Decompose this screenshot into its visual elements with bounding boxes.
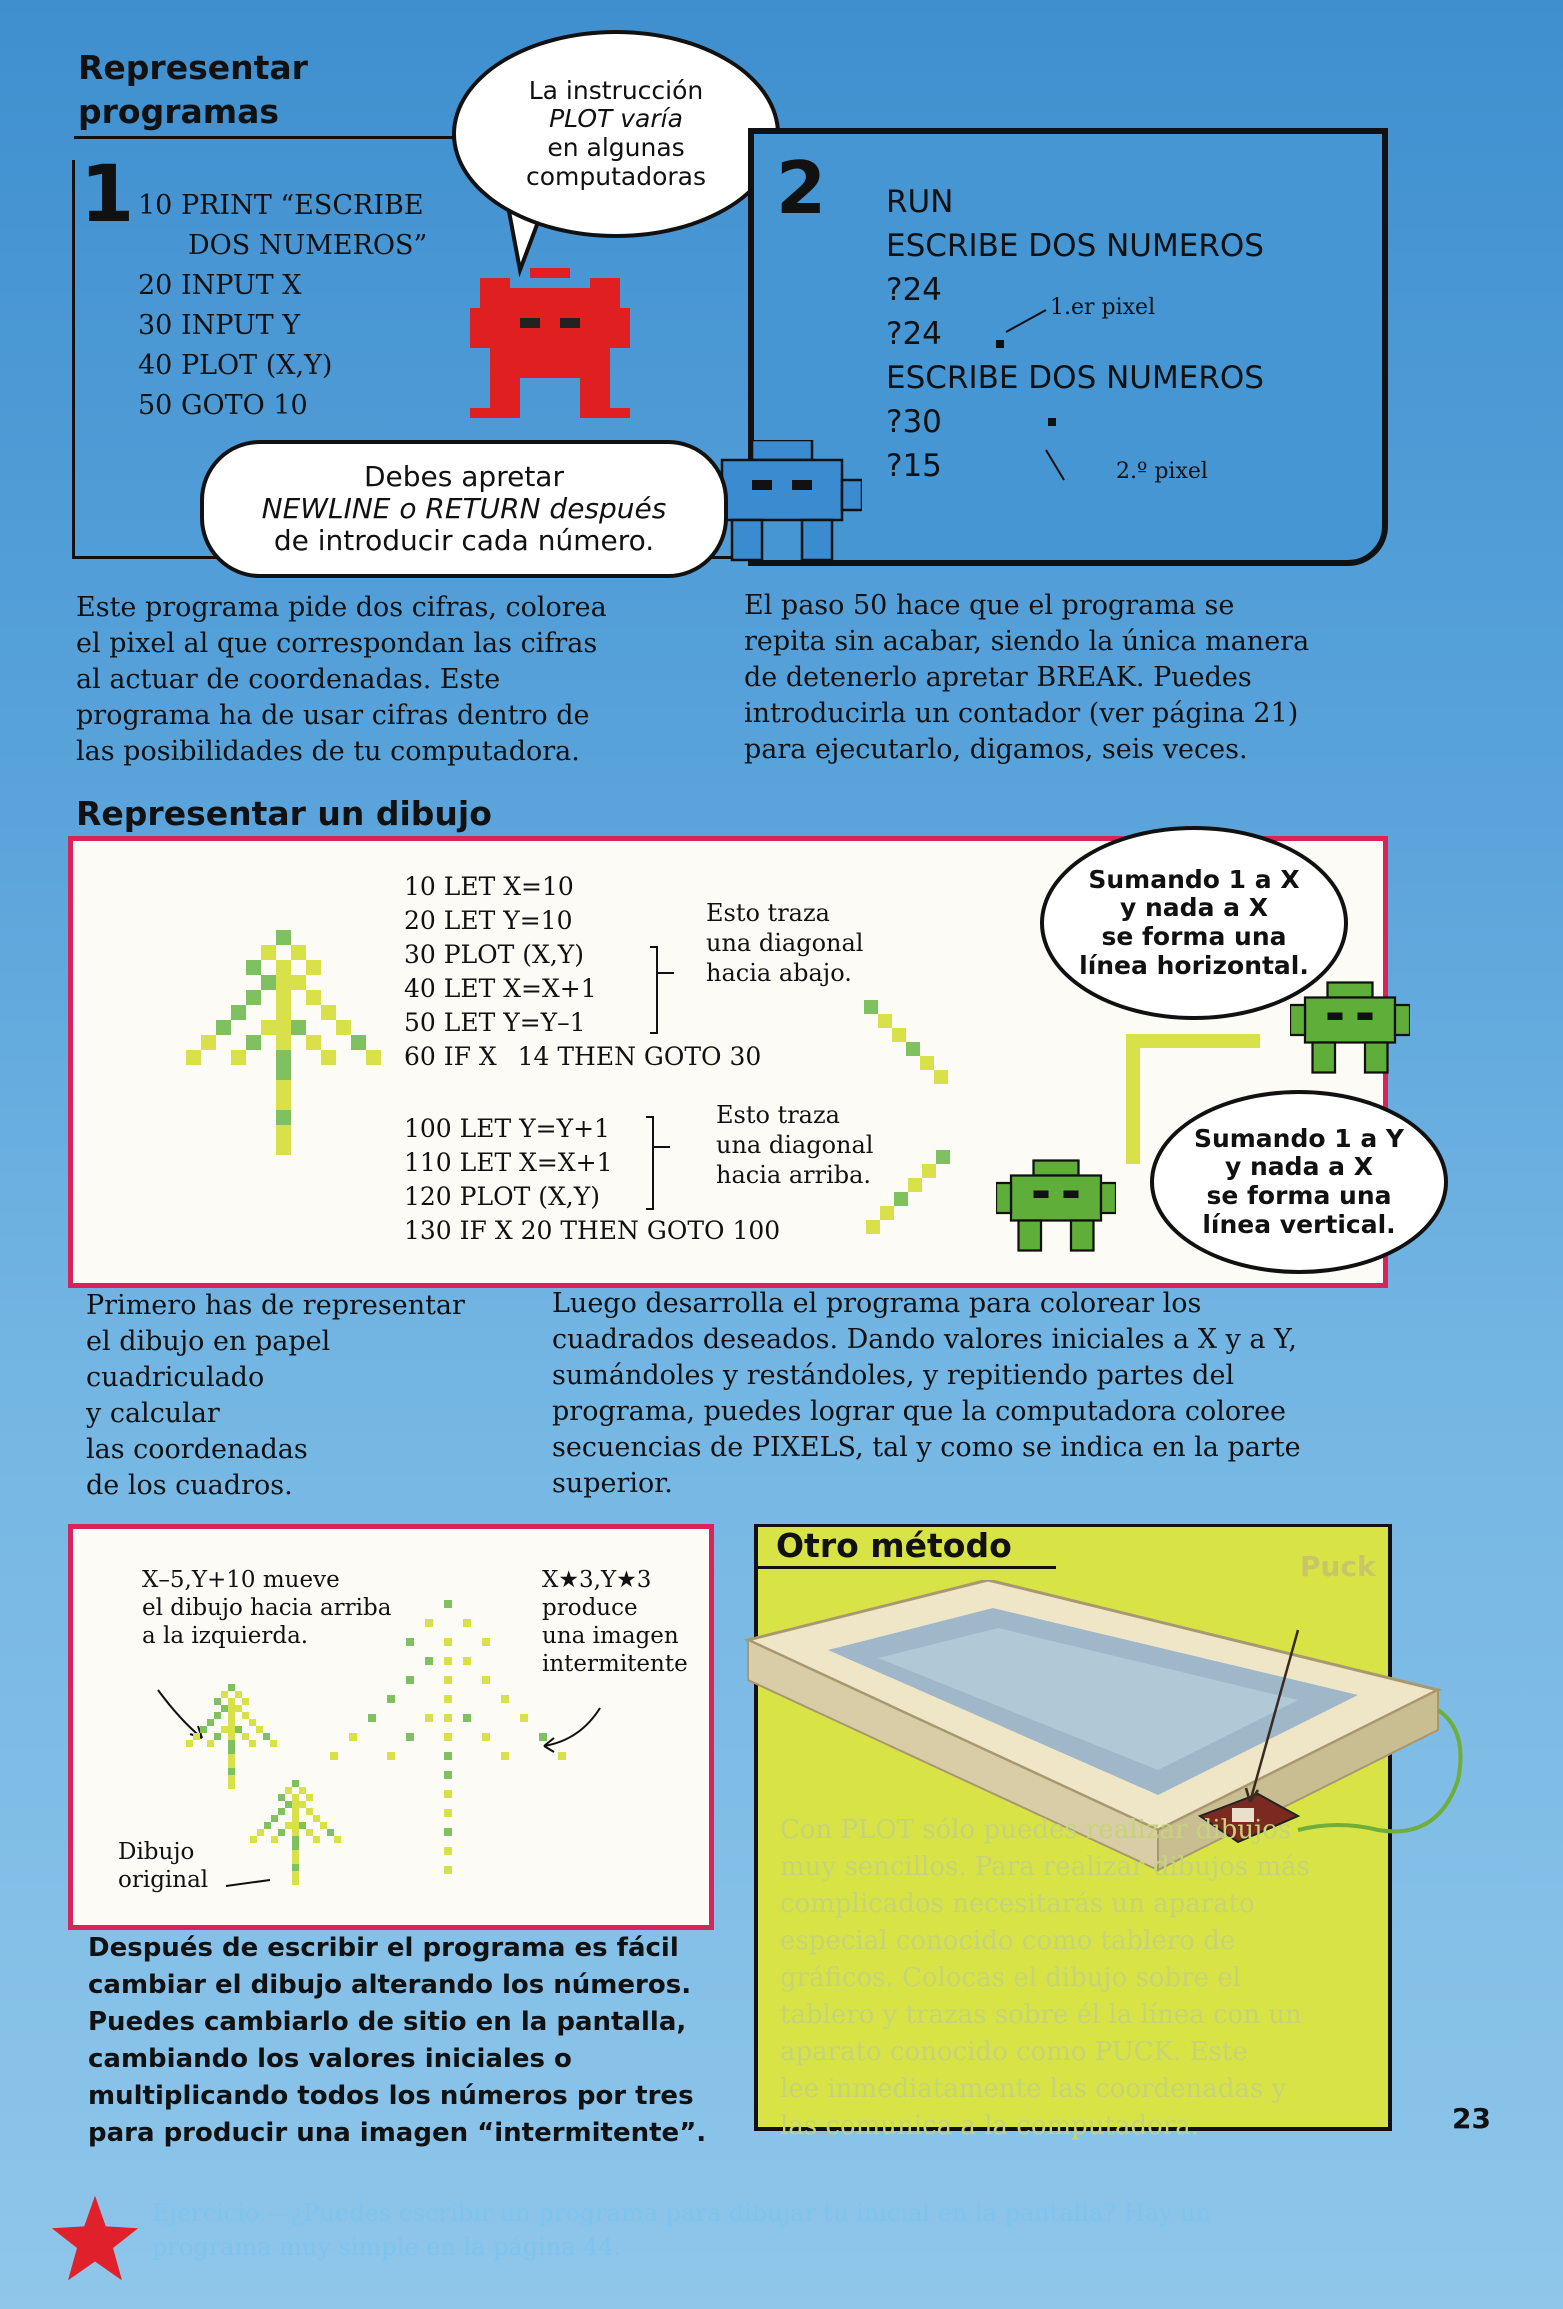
pixel [263, 1733, 270, 1740]
pixel [892, 1028, 906, 1042]
heading-line: Representar [78, 48, 308, 87]
pixel [276, 1110, 291, 1125]
tree-drawing [186, 930, 386, 1180]
code-line: 110 LET X=X+1 [404, 1148, 613, 1177]
otro-metodo-title-rule [756, 1566, 1056, 1569]
bubble-line: se forma una [1206, 1181, 1392, 1210]
bubble-line: Sumando 1 a X [1088, 864, 1300, 894]
code-line: 130 IF X 20 THEN GOTO 100 [404, 1216, 781, 1245]
label-line: el dibujo hacia arriba [142, 1595, 392, 1621]
pixel [186, 1740, 193, 1747]
pixel [444, 1828, 452, 1836]
note-line: Esto traza [706, 899, 830, 927]
box1-code [138, 186, 427, 426]
text-line: para producir una imagen “intermitente”. [88, 2118, 707, 2148]
output-line: RUN [886, 184, 954, 220]
text-line: cambiar el dibujo alterando los números. [88, 1970, 692, 2000]
bubble-line: y nada a X [1225, 1152, 1373, 1182]
pixel [321, 1005, 336, 1020]
text-line: introducirla un contador (ver página 21) [744, 698, 1299, 729]
pixel [276, 1080, 291, 1095]
speech-bubble-plot [452, 30, 780, 238]
text-line: programa muy simple en la página 44. [152, 2233, 622, 2261]
pixel [214, 1733, 221, 1740]
pixel [276, 1005, 291, 1020]
text-line: Este programa pide dos cifras, colorea [76, 592, 607, 623]
pixel [264, 1822, 271, 1829]
heading-line: programas [78, 92, 280, 131]
pixel [242, 1698, 249, 1705]
pixel [934, 1070, 948, 1084]
pixel [306, 960, 321, 975]
box2-number: 2 [776, 146, 827, 230]
section1-text-left [76, 590, 607, 770]
pixel [235, 1691, 242, 1698]
pixel [520, 1714, 528, 1722]
pixel [278, 1794, 285, 1801]
output-line: ?15 [886, 448, 942, 484]
pixel [292, 1794, 299, 1801]
pixel [306, 1829, 313, 1836]
pixel [482, 1733, 490, 1741]
pixel [387, 1695, 395, 1703]
pixel [246, 960, 261, 975]
code-line: 30 INPUT Y [138, 310, 301, 341]
section2-text-left [86, 1288, 465, 1504]
pixel [406, 1638, 414, 1646]
bubble-line: NEWLINE o RETURN después [261, 491, 667, 525]
pixel [444, 1695, 452, 1703]
bubble-line: PLOT varía [549, 104, 683, 134]
pixel [306, 1808, 313, 1815]
pixel [228, 1684, 235, 1691]
text-line: Puedes cambiarlo de sitio en la pantalla, [88, 2007, 687, 2037]
pixel [228, 1782, 235, 1789]
text-line: Ejercicio.—¿Puedes escribir un programa para dibujar tu inicial en la pantalla? Hay un [152, 2199, 1212, 2227]
text-line: Primero has de representar [86, 1290, 465, 1321]
tree-moved-drawing [186, 1684, 286, 1794]
text-line: aparato conocido como PUCK. Este [780, 2037, 1248, 2067]
text-line: de detenerlo apretar BREAK. Puedes [744, 662, 1252, 693]
pixel [231, 1005, 246, 1020]
pixel [444, 1714, 452, 1722]
pixel [193, 1733, 200, 1740]
pixel [878, 1014, 892, 1028]
label-line: a la izquierda. [142, 1623, 309, 1649]
pixel [231, 1050, 246, 1065]
pixel [186, 1050, 201, 1065]
text-line: El paso 50 hace que el programa se [744, 590, 1235, 621]
box1-number: 1 [80, 150, 135, 240]
speech-bubble-horizontal [1040, 826, 1348, 1020]
pixel [501, 1752, 509, 1760]
pixel [278, 1808, 285, 1815]
text-line: sumándoles y restándoles, y repitiendo partes del [552, 1360, 1235, 1391]
pixel [292, 1878, 299, 1885]
pixel [330, 1752, 338, 1760]
text-line: gráficos. Colocas el dibujo sobre el [780, 1963, 1241, 1993]
bracket-bottom-tick [654, 1146, 670, 1148]
text-line: complicados necesitarás un aparato [780, 1889, 1255, 1919]
green-monster-icon [1290, 980, 1410, 1090]
pixel [207, 1740, 214, 1747]
text-line: muy sencillos. Para realizar dibujos más [780, 1852, 1310, 1882]
speech-bubble-vertical [1150, 1090, 1448, 1274]
pixel [228, 1705, 235, 1712]
text-line: y calcular [86, 1398, 220, 1429]
pixel [221, 1726, 228, 1733]
pixel [216, 1020, 231, 1035]
puck-label: Puck [1300, 1550, 1376, 1583]
code-line: 120 PLOT (X,Y) [404, 1182, 600, 1211]
pixel [276, 930, 291, 945]
pixel [292, 1801, 299, 1808]
bubble-line: Debes apretar [364, 459, 564, 493]
text-line: para ejecutarlo, digamos, seis veces. [744, 734, 1248, 765]
pixel [366, 1050, 381, 1065]
pixel [292, 1857, 299, 1864]
code-line: 50 LET Y=Y–1 [404, 1008, 586, 1037]
bubble-line: se forma una [1101, 922, 1287, 951]
text-line: el pixel al que correspondan las cifras [76, 628, 598, 659]
text-line: las coordenadas [86, 1434, 308, 1465]
bubble-line: línea horizontal. [1079, 950, 1309, 980]
pixel [444, 1847, 452, 1855]
label-line: produce [542, 1595, 638, 1621]
pixel [278, 1829, 285, 1836]
pixel [292, 1808, 299, 1815]
pixel [276, 1065, 291, 1080]
pixel [444, 1752, 452, 1760]
pixel [292, 1815, 299, 1822]
pixel [261, 975, 276, 990]
note-line: una diagonal [706, 929, 864, 957]
code-line: 50 GOTO 10 [138, 390, 308, 421]
pixel [285, 1787, 292, 1794]
code-line: 30 PLOT (X,Y) [404, 940, 585, 969]
pixel [276, 1020, 291, 1035]
star-icon [50, 2194, 140, 2284]
pixel [922, 1164, 936, 1178]
text-line: el dibujo en papel [86, 1326, 331, 1357]
output-line: ESCRIBE DOS NUMEROS [886, 360, 1264, 396]
pixel [250, 1836, 257, 1843]
label-line: X–5,Y+10 mueve [142, 1567, 340, 1593]
text-line: Después de escribir el programa es fácil [88, 1933, 679, 1963]
pixel [936, 1150, 950, 1164]
pixel [221, 1691, 228, 1698]
pixel [228, 1775, 235, 1782]
pixel [306, 1794, 313, 1801]
red-monster-icon [470, 268, 630, 428]
pixel [864, 1000, 878, 1014]
otro-metodo-text [780, 1812, 1310, 2145]
pixel [444, 1733, 452, 1741]
code-line: 100 LET Y=Y+1 [404, 1114, 610, 1143]
pixel [866, 1220, 880, 1234]
second-pixel-label: 2.º pixel [1116, 459, 1208, 484]
note-line: hacia arriba. [716, 1161, 872, 1189]
pixel [271, 1836, 278, 1843]
pixel [228, 1712, 235, 1719]
note-line: una diagonal [716, 1131, 874, 1159]
pixel [349, 1733, 357, 1741]
pixel [906, 1042, 920, 1056]
pixel [908, 1178, 922, 1192]
pixel [425, 1619, 433, 1627]
pixel [214, 1698, 221, 1705]
section1-text-right [744, 588, 1309, 768]
pixel [291, 1020, 306, 1035]
output-line: ?24 [886, 316, 942, 352]
pixel [291, 975, 306, 990]
pixel [292, 1871, 299, 1878]
text-line: lee inmediatamente las coordenadas y [780, 2074, 1287, 2104]
label-line: original [118, 1867, 209, 1893]
pixel [214, 1712, 221, 1719]
code-line: 60 IF X 14 THEN GOTO 30 [404, 1042, 762, 1071]
pixel [228, 1740, 235, 1747]
text-line: cambiando los valores iniciales o [88, 2044, 572, 2074]
text-line: cuadriculado [86, 1362, 265, 1393]
pixel [320, 1822, 327, 1829]
pixel [270, 1740, 277, 1747]
bubble-line: Sumando 1 a Y [1193, 1123, 1405, 1153]
note-line: hacia abajo. [706, 959, 852, 987]
pixel [425, 1714, 433, 1722]
pixel [463, 1657, 471, 1665]
text-line: al actuar de coordenadas. Este [76, 664, 501, 695]
note-line: Esto traza [716, 1101, 840, 1129]
code-line: DOS NUMEROS” [188, 230, 428, 261]
text-line: cuadrados deseados. Dando valores iniciales a X y a Y, [552, 1324, 1297, 1355]
pixel [242, 1733, 249, 1740]
bracket-top [650, 946, 658, 1034]
text-line: programa ha de usar cifras dentro de [76, 700, 590, 731]
code-line: 20 LET Y=10 [404, 906, 573, 935]
text-line: Con PLOT sólo puedes realizar dibujos [780, 1815, 1292, 1845]
pixel [246, 1035, 261, 1050]
code-line: 10 PRINT “ESCRIBE [138, 190, 424, 221]
pixel [292, 1822, 299, 1829]
pixel [351, 1035, 366, 1050]
label-line: Dibujo [118, 1839, 195, 1865]
pixel [228, 1747, 235, 1754]
bubble-line: y nada a X [1120, 893, 1268, 923]
pixel [228, 1719, 235, 1726]
pixel [444, 1790, 452, 1798]
bubble-line: en algunas [547, 133, 685, 162]
exercise-text [152, 2196, 1211, 2264]
otro-metodo-title: Otro método [776, 1526, 1012, 1565]
note-top [706, 898, 863, 988]
pixel [292, 1780, 299, 1787]
section3-bold-text [88, 1930, 706, 2152]
pixel [292, 1829, 299, 1836]
text-line: especial conocido como tablero de [780, 1926, 1236, 1956]
pixel [256, 1726, 263, 1733]
pixel [235, 1726, 242, 1733]
bubble-line: línea vertical. [1202, 1209, 1396, 1239]
pixel [313, 1815, 320, 1822]
pixel [406, 1733, 414, 1741]
pixel [276, 1140, 291, 1155]
text-line: tablero y trazas sobre él la línea con un [780, 2000, 1302, 2030]
pixel [276, 1035, 291, 1050]
pixel [200, 1726, 207, 1733]
bubble-line: computadoras [525, 161, 707, 191]
text-line: de los cuadros. [86, 1470, 293, 1501]
pixel [276, 1050, 291, 1065]
heading-underline [74, 136, 494, 139]
pixel [285, 1822, 292, 1829]
pixel [285, 1801, 292, 1808]
label-line: X★3,Y★3 [542, 1567, 652, 1593]
pixel [920, 1056, 934, 1070]
pixel [482, 1676, 490, 1684]
text-line: secuencias de PIXELS, tal y como se indica en la parte [552, 1432, 1301, 1463]
label-line: una imagen [542, 1623, 679, 1649]
text-line: repita sin acabar, siendo la única manera [744, 626, 1310, 657]
first-pixel-label: 1.er pixel [1050, 295, 1156, 320]
pixel [313, 1836, 320, 1843]
pixel [501, 1695, 509, 1703]
section1-heading [78, 46, 308, 134]
pixel [444, 1771, 452, 1779]
pixel [261, 945, 276, 960]
pixel [306, 1035, 321, 1050]
bubble-line: de introducir cada número. [273, 524, 655, 558]
text-line: superior. [552, 1468, 673, 1499]
text-line: programa, puedes lograr que la computadora coloree [552, 1396, 1287, 1427]
pixel [321, 1050, 336, 1065]
bubble-line: La instrucción [528, 75, 704, 105]
diagonal-down-drawing [864, 1000, 954, 1090]
pixel [292, 1864, 299, 1871]
pixel [228, 1754, 235, 1761]
pixel [228, 1761, 235, 1768]
pixel [228, 1726, 235, 1733]
pixel [894, 1192, 908, 1206]
pixel [276, 1095, 291, 1110]
pixel [292, 1836, 299, 1843]
pixel [299, 1801, 306, 1808]
pixel [387, 1752, 395, 1760]
pixel [291, 945, 306, 960]
pixel [299, 1787, 306, 1794]
pixel [292, 1843, 299, 1850]
pixel [276, 960, 291, 975]
pixel [276, 1125, 291, 1140]
pixel [235, 1705, 242, 1712]
text-line: las posibilidades de tu computadora. [76, 736, 580, 767]
pixel [406, 1676, 414, 1684]
pixel [292, 1850, 299, 1857]
pixel [368, 1714, 376, 1722]
tree-scaled-drawing [330, 1600, 590, 1900]
pixel [444, 1809, 452, 1817]
pixel [201, 1035, 216, 1050]
section2-text-right [552, 1286, 1301, 1502]
pixel [228, 1733, 235, 1740]
pixel [444, 1676, 452, 1684]
pixel [299, 1822, 306, 1829]
pixel [249, 1719, 256, 1726]
pixel [425, 1657, 433, 1665]
pixel [276, 990, 291, 1005]
pixel [276, 975, 291, 990]
pixel [242, 1712, 249, 1719]
diagonal-up-drawing [866, 1150, 956, 1230]
pixel [257, 1829, 264, 1836]
pixel [444, 1600, 452, 1608]
pixel [228, 1768, 235, 1775]
code-line: 40 PLOT (X,Y) [138, 350, 333, 381]
pixel [482, 1638, 490, 1646]
horizontal-line-drawing [1130, 1034, 1260, 1048]
output-line: ?30 [886, 404, 942, 440]
pixel [306, 990, 321, 1005]
code-line: 20 INPUT X [138, 270, 302, 301]
text-line: Luego desarrolla el programa para colorear los [552, 1288, 1202, 1319]
text-line: las comunica a la computadora. [780, 2111, 1199, 2141]
pixel [463, 1619, 471, 1627]
note-bottom [716, 1100, 873, 1190]
pixel [221, 1705, 228, 1712]
pixel [463, 1714, 471, 1722]
code-line: 10 LET X=10 [404, 872, 574, 901]
code-line: 40 LET X=X+1 [404, 974, 597, 1003]
green-monster-icon [996, 1158, 1116, 1268]
pixel [246, 990, 261, 1005]
pixel [249, 1740, 256, 1747]
speech-bubble-newline [200, 440, 728, 578]
output-line: ESCRIBE DOS NUMEROS [886, 228, 1264, 264]
vertical-line-drawing [1126, 1034, 1140, 1164]
pixel [207, 1719, 214, 1726]
pixel [880, 1206, 894, 1220]
section2-heading: Representar un dibujo [76, 794, 492, 833]
pixel [271, 1815, 278, 1822]
pixel [261, 1020, 276, 1035]
pixel [444, 1657, 452, 1665]
output-line: ?24 [886, 272, 942, 308]
page-number: 23 [1452, 2102, 1491, 2135]
label-line: intermitente [542, 1651, 688, 1677]
pixel [444, 1638, 452, 1646]
pixel [228, 1698, 235, 1705]
pixel [444, 1866, 452, 1874]
pixel [336, 1020, 351, 1035]
bracket-bottom [646, 1116, 654, 1210]
text-line: multiplicando todos los números por tres [88, 2081, 694, 2111]
bracket-top-tick [658, 972, 674, 974]
pixel [539, 1733, 547, 1741]
pixel [558, 1752, 566, 1760]
